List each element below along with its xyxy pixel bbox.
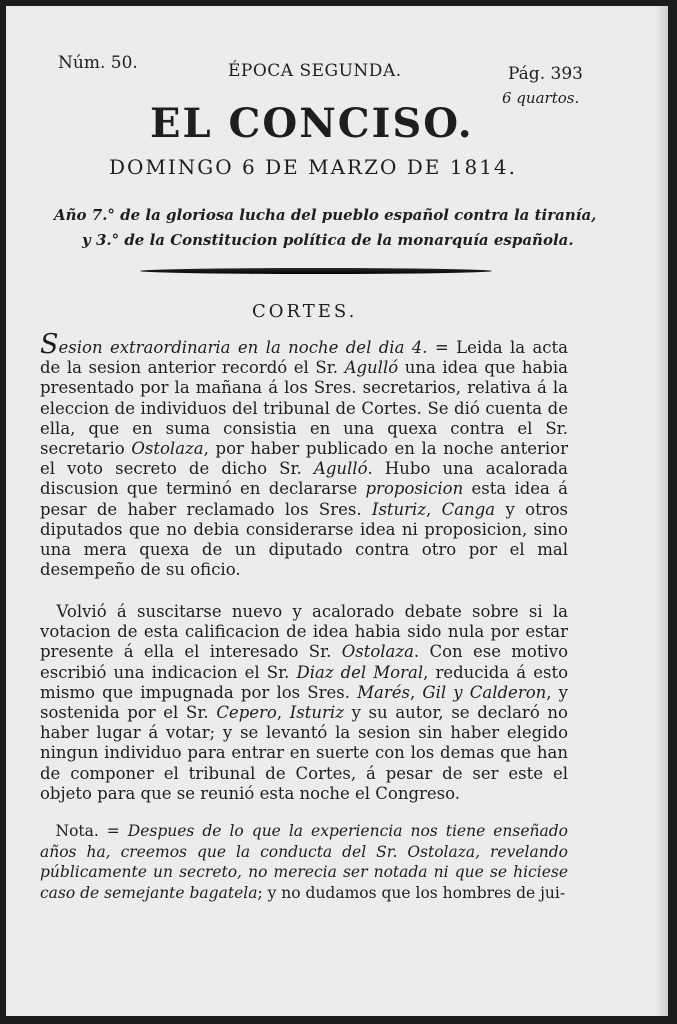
person-name: Isturiz	[289, 703, 344, 723]
motto-line-1: Año 7.° de la gloriosa lucha del pueblo español contra la tiranía,	[54, 206, 597, 224]
person-name: Diaz del Moral	[296, 662, 424, 682]
person-name: Isturiz	[371, 499, 427, 519]
person-name: Marés	[357, 682, 410, 702]
person-name: Canga	[441, 499, 496, 519]
masthead-title: EL CONCISO.	[150, 100, 474, 147]
drop-cap: S	[40, 329, 59, 360]
paragraph-debate: Volvió á suscitarse nuevo y acalorado debate sobre si la votacion de esta calificacion de idea habia sido nula por estar presente á ella el interesado Sr. Ostolaza. Con ese motivo escribió una indicacion el Sr. Diaz del Moral, reducida á esto mismo que impugnada por los Sres. Marés, Gil y Calderon, y sostenida por el Sr. Cepero, Isturiz y su autor, se declaró no haber lugar á votar; y se levantó la sesion sin haber elegido ningun individuo para entrar en suerte con los demas que han de componer el tribunal de Cortes, á pesar de ser este el objeto para que se reunió esta noche el Congreso.	[40, 602, 569, 803]
person-name: Agulló	[344, 358, 399, 378]
note-label: Nota.	[55, 822, 99, 840]
newspaper-page	[6, 6, 668, 1016]
emphasis: proposicion	[365, 479, 464, 499]
paragraph-note: Nota. = Despues de lo que la experiencia nos tiene enseñado años ha, creemos que la conducta del Sr. Ostolaza, revelando públicamente un secreto, no merecia ser notada ni que se hiciese caso de semejante bagatela; y no dudamos que los hombres de jui-	[40, 822, 569, 902]
page-number: Pág. 393	[508, 64, 583, 84]
dateline: DOMINGO 6 DE MARZO DE 1814.	[109, 155, 517, 179]
person-name: Ostolaza	[341, 642, 414, 662]
person-name: Gil y Calderon	[422, 682, 547, 702]
epoch-label: ÉPOCA SEGUNDA.	[228, 61, 402, 81]
section-title: CORTES.	[252, 301, 358, 322]
note-text: Despues de lo que la experiencia nos tiene enseñado años ha, creemos que la conducta del Sr. Ostolaza, revelando públicamente un secreto, no merecia ser notada ni que se hiciese caso de semejante bagatela	[40, 822, 569, 902]
person-name: Ostolaza	[131, 439, 204, 459]
note-tail: ; y no dudamos que los hombres de jui-	[257, 883, 566, 902]
session-lead: esion extraordinaria en la noche del dia 4.	[58, 338, 428, 357]
motto-line-2: y 3.° de la Constitucion política de la monarquía española.	[82, 231, 574, 249]
person-name: Cepero	[216, 703, 277, 723]
price-label: 6 quartos.	[502, 89, 580, 107]
header-divider	[140, 268, 492, 274]
issue-number: Núm. 50.	[58, 53, 138, 73]
paragraph-session: Sesion extraordinaria en la noche del dia 4. = Leida la acta de la sesion anterior recordó el Sr. Agulló una idea que habia presentado por la mañana á los Sres. secretarios, relativa á la eleccion de individuos del tribunal de Cortes. Se dió cuenta de ella, que en suma consistia en una quexa contra el Sr. secretario Ostolaza, por haber publicado en la noche anterior el voto secreto de dicho Sr. Agulló. Hubo una acalorada discusion que terminó en declararse proposicion esta idea á pesar de haber reclamado los Sres. Isturiz, Canga y otros diputados que no debia considerarse idea ni proposicion, sino una mera quexa de un diputado contra otro por el mal desempeño de su oficio.	[40, 329, 569, 580]
person-name: Agulló	[313, 459, 368, 479]
